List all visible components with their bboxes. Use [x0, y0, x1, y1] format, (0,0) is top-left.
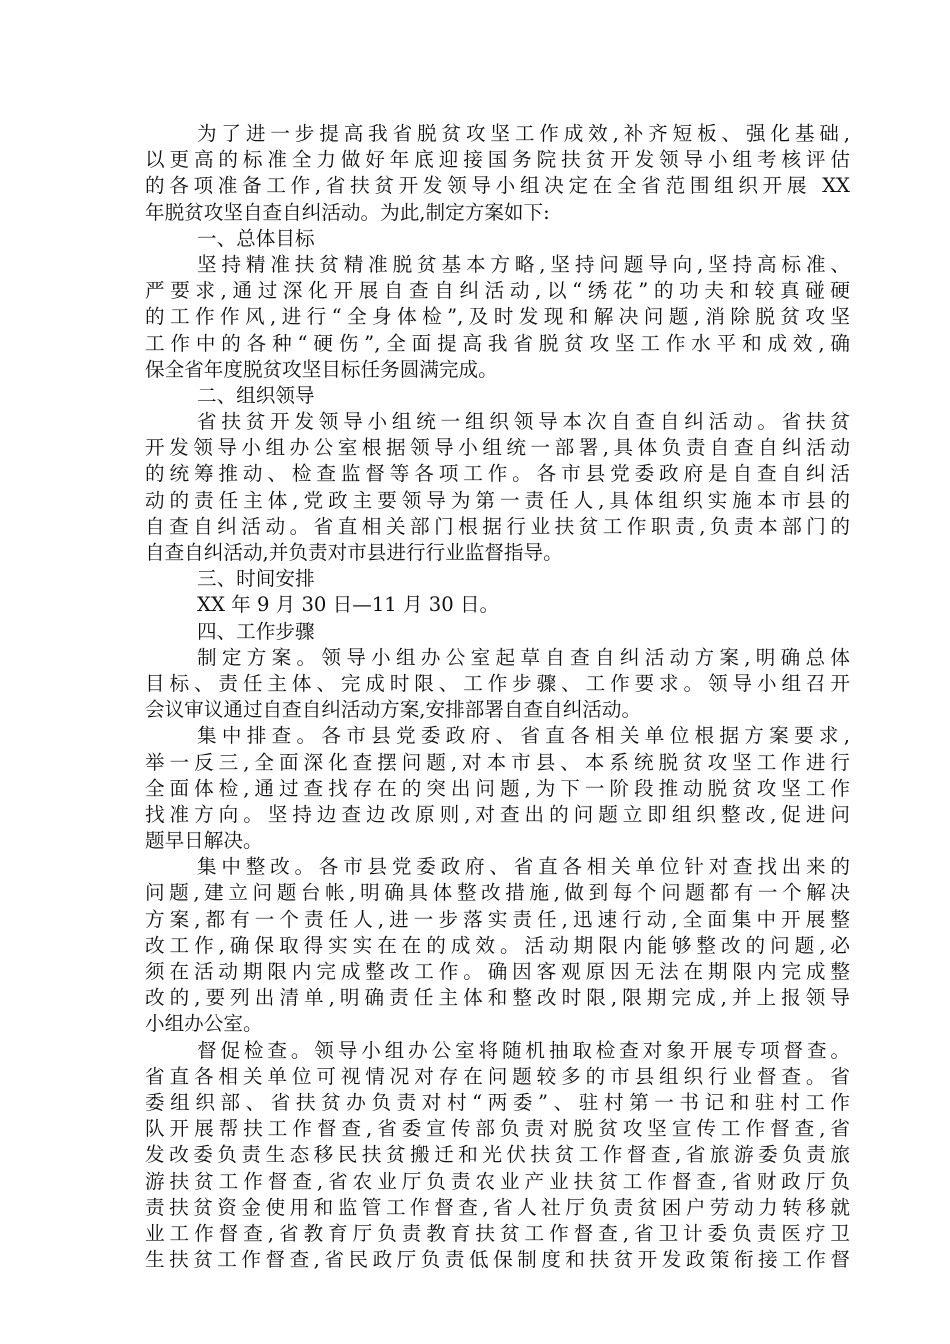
text-line: 委组织部、省扶贫办负责对村“两委”、驻村第一书记和驻村工作	[145, 1090, 850, 1114]
document-body	[145, 121, 850, 1273]
text-line: 全面体检,通过查找存在的突出问题,为下一阶段推动脱贫攻坚工作	[145, 776, 850, 800]
text-line: 会议审议通过自查自纠活动方案,安排部署自查自纠活动。	[145, 698, 642, 722]
text-line: 二、组织领导	[197, 383, 315, 407]
text-line: 须在活动期限内完成整改工作。确因客观原因无法在期限内完成整	[145, 960, 850, 983]
text-line: 举一反三,全面深化查摆问题,对本市县、本系统脱贫攻坚工作进行	[145, 750, 850, 774]
text-line: 找准方向。坚持边查边改原则,对查出的问题立即组织整改,促进问	[145, 802, 850, 826]
text-line: 队开展帮扶工作督查,省委宣传部负责对脱贫攻坚宣传工作督查,省	[145, 1117, 850, 1141]
text-line: 工作中的各种“硬伤”,全面提高我省脱贫攻坚工作水平和成效,确	[145, 331, 850, 355]
text-line: 目标、责任主体、完成时限、工作步骤、工作要求。领导小组召开	[145, 671, 850, 695]
text-line: 坚持精准扶贫精准脱贫基本方略,坚持问题导向,坚持高标准、	[197, 252, 850, 276]
text-line: 一、总体目标	[197, 226, 315, 250]
text-line: 自查自纠活动。省直相关部门根据行业扶贫工作职责,负责本部门的	[145, 514, 850, 538]
text-line: 四、工作步骤	[197, 619, 315, 643]
text-line: 题早日解决。	[145, 829, 263, 853]
text-line: 业工作督查,省教育厅负责教育扶贫工作督查,省卫计委负责医疗卫	[145, 1221, 850, 1245]
text-line: 三、时间安排	[197, 567, 315, 591]
text-line: 自查自纠活动,并负责对市县进行行业监督指导。	[145, 541, 563, 564]
text-line: 游扶贫工作督查,省农业厅负责农业产业扶贫工作督查,省财政厅负	[145, 1169, 850, 1193]
text-line: 保全省年度脱贫攻坚目标任务圆满完成。	[145, 357, 498, 381]
text-line: 的统筹推动、检查监督等各项工作。各市县党委政府是自查自纠活	[145, 462, 850, 486]
text-line: 改的,要列出清单,明确责任主体和整改时限,限期完成,并上报领导	[145, 986, 850, 1010]
text-line: XX 年 9 月 30 日—11 月 30 日。	[197, 593, 500, 617]
text-line: 方案,都有一个责任人,进一步落实责任,迅速行动,全面集中开展整	[145, 907, 850, 931]
text-line: 严要求,通过深化开展自查自纠活动,以“绣花”的功夫和较真碰硬	[145, 279, 850, 303]
text-line: 为了进一步提高我省脱贫攻坚工作成效,补齐短板、强化基础,	[197, 122, 850, 145]
text-line: 制定方案。领导小组办公室起草自查自纠活动方案,明确总体	[197, 645, 850, 669]
text-line: 的工作作风,进行“全身体检”,及时发现和解决问题,消除脱贫攻坚	[145, 305, 850, 329]
text-line: 年脱贫攻坚自查自纠活动。为此,制定方案如下:	[145, 200, 550, 224]
text-line: 督促检查。领导小组办公室将随机抽取检查对象开展专项督查。	[197, 1038, 850, 1062]
text-line: 集中整改。各市县党委政府、省直各相关单位针对查找出来的	[197, 855, 850, 879]
text-line: 改工作,确保取得实实在在的成效。活动期限内能够整改的问题,必	[145, 933, 850, 957]
text-line: 发改委负责生态移民扶贫搬迁和光伏扶贫工作督查,省旅游委负责旅	[145, 1143, 850, 1167]
text-line: 的各项准备工作,省扶贫开发领导小组决定在全省范围组织开展 XX	[145, 174, 850, 198]
text-line: 小组办公室。	[145, 1012, 263, 1036]
text-line: 省扶贫开发领导小组统一组织领导本次自查自纠活动。省扶贫	[197, 410, 850, 434]
text-line: 开发领导小组办公室根据领导小组统一部署,具体负责自查自纠活动	[145, 436, 850, 460]
text-line: 动的责任主体,党政主要领导为第一责任人,具体组织实施本市县的	[145, 488, 850, 512]
text-line: 问题,建立问题台帐,明确具体整改措施,做到每个问题都有一个解决	[145, 881, 850, 905]
text-line: 以更高的标准全力做好年底迎接国务院扶贫开发领导小组考核评估	[145, 148, 850, 172]
text-line: 责扶贫资金使用和监管工作督查,省人社厅负责贫困户劳动力转移就	[145, 1195, 850, 1219]
text-line: 集中排查。各市县党委政府、省直各相关单位根据方案要求,	[197, 724, 850, 748]
text-line: 省直各相关单位可视情况对存在问题较多的市县组织行业督查。省	[145, 1064, 850, 1088]
text-line: 生扶贫工作督查,省民政厅负责低保制度和扶贫开发政策衔接工作督	[145, 1248, 850, 1272]
